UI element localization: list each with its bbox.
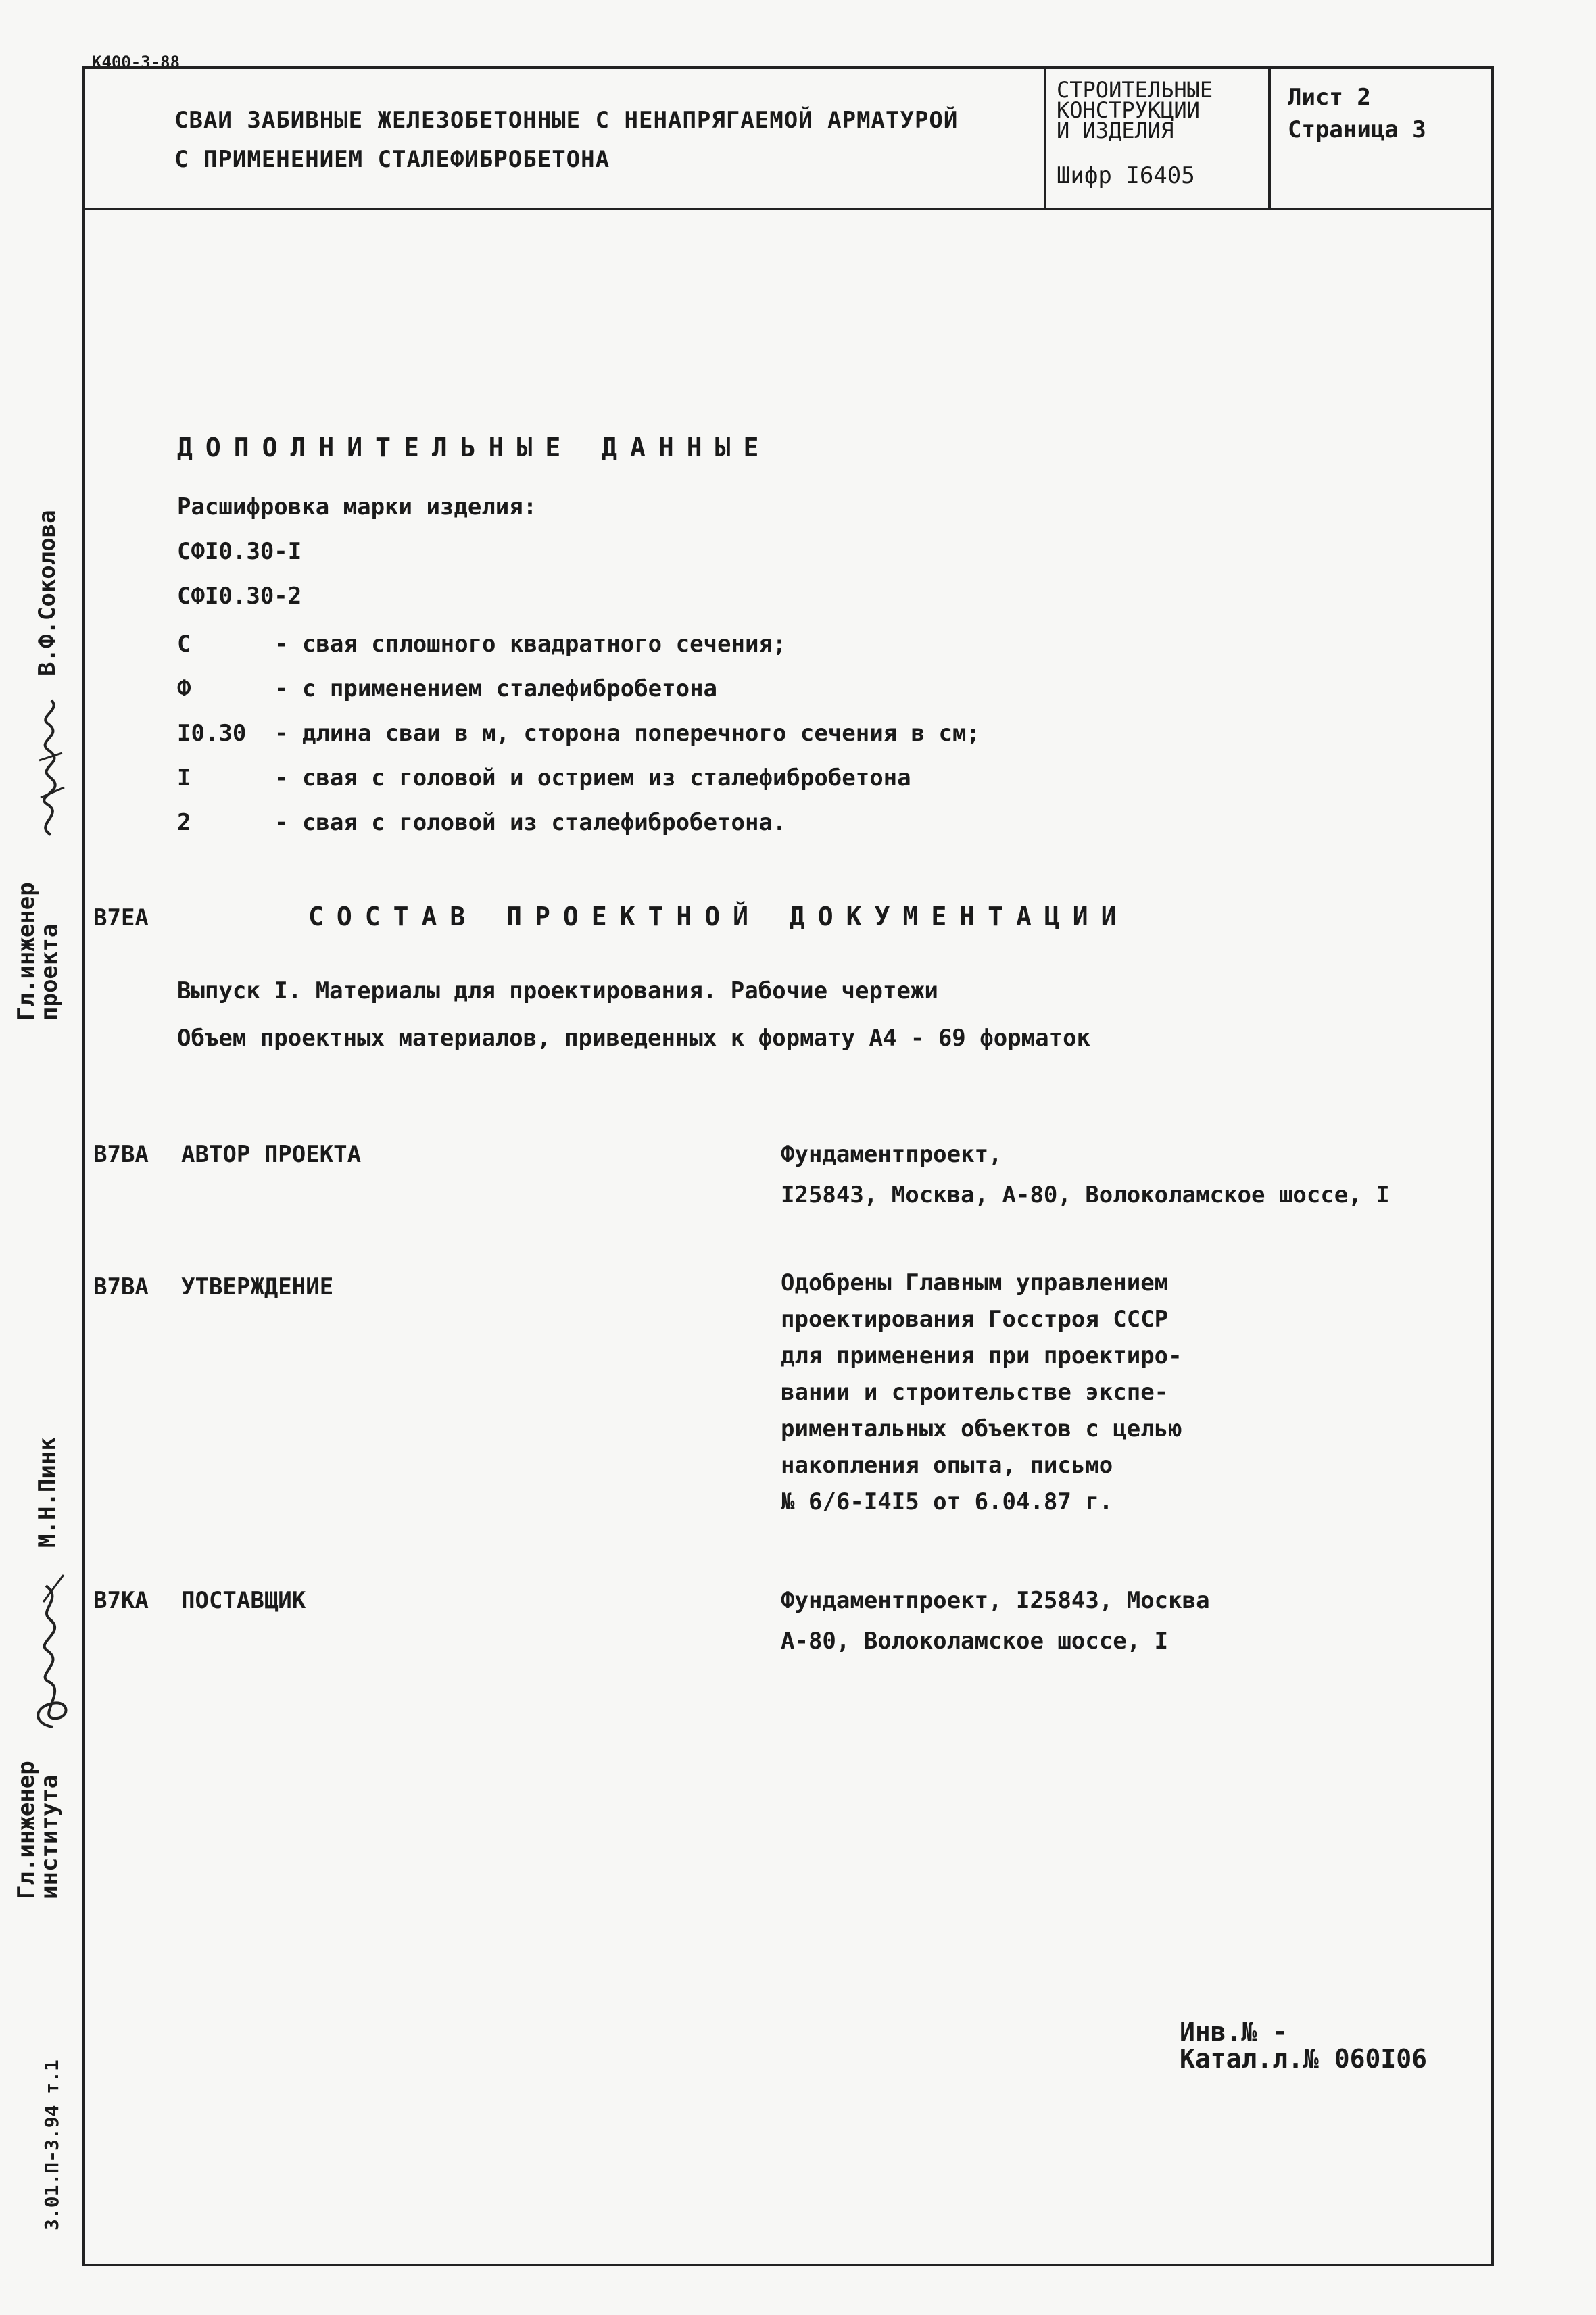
legend-desc: - свая с головой и острием из сталефибробетона bbox=[274, 764, 911, 791]
signatory-role-1 bbox=[15, 882, 61, 1021]
legend-code: Ф bbox=[177, 675, 191, 702]
section-code-approval: В7ВА bbox=[93, 1273, 149, 1300]
author-line2: I25843, Москва, А-80, Волоколамское шоссе, I bbox=[781, 1181, 1390, 1209]
section-code-supplier: В7КА bbox=[93, 1587, 149, 1614]
legend-desc: - с применением сталефибробетона bbox=[274, 675, 718, 702]
approval-line: накопления опыта, письмо bbox=[781, 1452, 1113, 1479]
inventory-number: Инв.№ - bbox=[1180, 2017, 1288, 2047]
approval-line: Одобрены Главным управлением bbox=[781, 1269, 1169, 1296]
supplier-line1: Фундаментпроект, I25843, Москва bbox=[781, 1587, 1210, 1614]
mark-code-1: СФI0.30-I bbox=[177, 538, 302, 565]
role-line: Гл.инженер bbox=[13, 1761, 40, 1899]
legend-desc: - свая с головой из сталефибробетона. bbox=[274, 809, 787, 836]
approval-line: вании и строительстве экспе- bbox=[781, 1379, 1169, 1406]
category-line1: СТРОИТЕЛЬНЫЕ bbox=[1057, 77, 1213, 103]
author-label: АВТОР ПРОЕКТА bbox=[181, 1141, 362, 1168]
legend-desc: - свая сплошного квадратного сечения; bbox=[274, 631, 787, 658]
section-heading-composition: СОСТАВ ПРОЕКТНОЙ ДОКУМЕНТАЦИИ bbox=[308, 902, 1130, 931]
legend-code: I bbox=[177, 764, 191, 791]
approval-line: риментальных объектов с целью bbox=[781, 1415, 1182, 1442]
legend-code: С bbox=[177, 631, 191, 658]
legend-code: I0.30 bbox=[177, 720, 247, 747]
mark-decoding-label: Расшифровка марки изделия: bbox=[177, 493, 537, 520]
category-line3: И ИЗДЕЛИЯ bbox=[1057, 118, 1174, 143]
section-code-author: В7ВА bbox=[93, 1141, 149, 1168]
approval-label: УТВЕРЖДЕНИЕ bbox=[181, 1273, 334, 1300]
composition-line2: Объем проектных материалов, приведенных к формату А4 - 69 форматок bbox=[177, 1025, 1091, 1052]
signatory-role-2 bbox=[15, 1761, 61, 1899]
approval-line: № 6/6-I4I5 от 6.04.87 г. bbox=[781, 1488, 1113, 1515]
document-reference: 3.01.П-3.94 т.1 bbox=[41, 2060, 63, 2231]
supplier-label: ПОСТАВЩИК bbox=[181, 1587, 306, 1614]
sheet-number: Лист 2 bbox=[1288, 84, 1371, 111]
mark-code-2: СФI0.30-2 bbox=[177, 583, 302, 610]
approval-line: проектирования Госстроя СССР bbox=[781, 1306, 1169, 1333]
author-line1: Фундаментпроект, bbox=[781, 1141, 1002, 1168]
role-line: Гл.инженер bbox=[13, 882, 40, 1021]
signatory-name-1: В.Ф.Соколова bbox=[34, 510, 61, 676]
section-heading-additional: ДОПОЛНИТЕЛЬНЫЕ ДАННЫЕ bbox=[177, 433, 772, 462]
catalog-number: Катал.л.№ 060I06 bbox=[1180, 2044, 1428, 2074]
category-line2: КОНСТРУКЦИИ bbox=[1057, 97, 1200, 123]
signature-2 bbox=[26, 1561, 77, 1730]
title-block-divider bbox=[1268, 66, 1271, 210]
title-block bbox=[82, 66, 1494, 210]
signature-1 bbox=[27, 696, 74, 838]
approval-line: для применения при проектиро- bbox=[781, 1342, 1182, 1369]
page-number: Страница 3 bbox=[1288, 116, 1426, 143]
document-title-line2: С ПРИМЕНЕНИЕМ СТАЛЕФИБРОБЕТОНА bbox=[174, 146, 610, 173]
document-code: К400-3-88 bbox=[92, 53, 180, 72]
supplier-line2: А-80, Волоколамское шоссе, I bbox=[781, 1628, 1169, 1655]
composition-line1: Выпуск I. Материалы для проектирования. Рабочие чертежи bbox=[177, 977, 938, 1004]
role-line: института bbox=[36, 1774, 63, 1899]
document-title-line1: СВАИ ЗАБИВНЫЕ ЖЕЛЕЗОБЕТОННЫЕ С НЕНАПРЯГАЕМОЙ АРМАТУРОЙ bbox=[174, 107, 959, 134]
section-code-composition: В7ЕА bbox=[93, 904, 149, 931]
legend-code: 2 bbox=[177, 809, 191, 836]
signatory-name-2: М.Н.Пинк bbox=[34, 1437, 61, 1548]
cipher-number: Шифр I6405 bbox=[1057, 162, 1195, 189]
title-block-divider bbox=[1044, 66, 1046, 210]
legend-desc: - длина сваи в м, сторона поперечного сечения в см; bbox=[274, 720, 980, 747]
role-line: проекта bbox=[36, 923, 63, 1021]
